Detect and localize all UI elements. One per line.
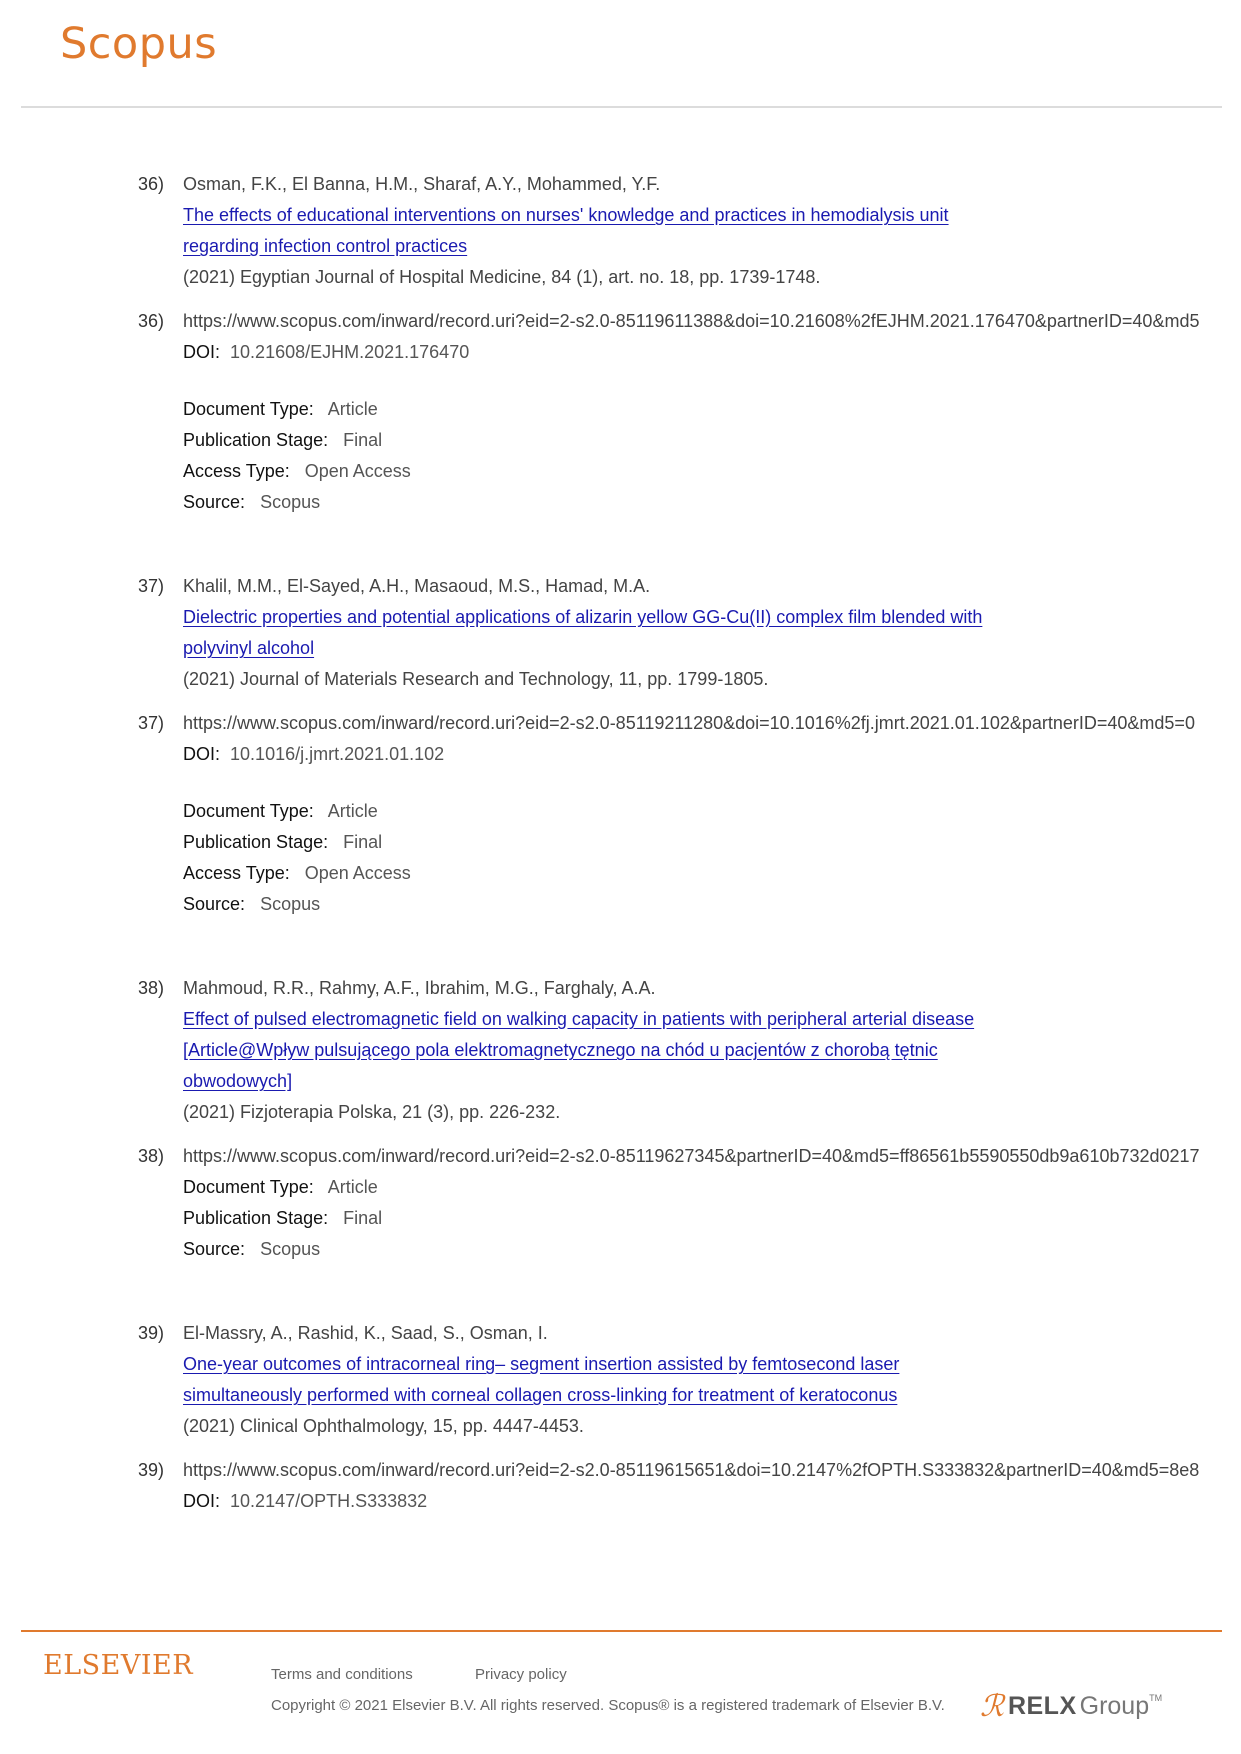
doi-label: DOI:	[183, 744, 221, 764]
entry-number: 39)	[138, 1323, 165, 1343]
meta-source: Source: Scopus	[183, 492, 321, 512]
elsevier-logo: ELSEVIER	[43, 1650, 194, 1681]
relx-logo-icon: ℛ	[980, 1688, 1004, 1724]
entry-venue: (2021) Journal of Materials Research and Technology, 11, pp. 1799-1805.	[183, 669, 769, 689]
trademark-symbol: TM	[1149, 1693, 1163, 1703]
meta-source: Source: Scopus	[183, 894, 321, 914]
entry-venue: (2021) Clinical Ophthalmology, 15, pp. 4447-4453.	[183, 1416, 584, 1436]
entry-title-link[interactable]: [Article@Wpływ pulsującego pola elektromagnetycznego na chód u pacjentów z chorobą tętnic	[183, 1040, 938, 1060]
meta-access-type: Access Type: Open Access	[183, 863, 411, 883]
meta-document-type: Document Type: Article	[183, 399, 378, 419]
entry-url[interactable]: https://www.scopus.com/inward/record.uri?eid=2-s2.0-85119611388&doi=10.21608%2fEJHM.2021.176470&partnerID=40&md5	[183, 311, 1200, 331]
relx-logo-group: Group	[1079, 1691, 1150, 1720]
doi-value: 10.2147/OPTH.S333832	[230, 1491, 428, 1511]
entry-venue: (2021) Fizjoterapia Polska, 21 (3), pp. 226-232.	[183, 1102, 561, 1122]
entry-authors: Khalil, M.M., El-Sayed, A.H., Masaoud, M.S., Hamad, M.A.	[183, 576, 651, 596]
meta-access-type: Access Type: Open Access	[183, 461, 411, 481]
footer-divider	[21, 1630, 1222, 1632]
entry-title-link[interactable]: obwodowych]	[183, 1071, 293, 1091]
entry-authors: Mahmoud, R.R., Rahmy, A.F., Ibrahim, M.G., Farghaly, A.A.	[183, 978, 656, 998]
header-logo: Scopus	[60, 19, 218, 69]
entry-title-link[interactable]: Dielectric properties and potential applications of alizarin yellow GG-Cu(II) complex film blended with	[183, 607, 983, 627]
meta-source: Source: Scopus	[183, 1239, 321, 1259]
entry-doi	[183, 1486, 427, 1516]
entry-doi	[183, 739, 444, 769]
entry-url-number: 38)	[138, 1146, 165, 1166]
meta-publication-stage: Publication Stage: Final	[183, 430, 383, 450]
entry-url-number: 37)	[138, 713, 165, 733]
entry-title-link[interactable]: regarding infection control practices	[183, 236, 468, 256]
meta-publication-stage: Publication Stage: Final	[183, 1208, 383, 1228]
meta-publication-stage: Publication Stage: Final	[183, 832, 383, 852]
header-divider	[21, 106, 1222, 108]
entry-title-link[interactable]: One-year outcomes of intracorneal ring– segment insertion assisted by femtosecond laser	[183, 1354, 900, 1374]
doi-label: DOI:	[183, 1491, 221, 1511]
entry-title-link[interactable]: The effects of educational interventions on nurses' knowledge and practices in hemodialysis unit	[183, 205, 949, 225]
meta-document-type: Document Type: Article	[183, 801, 378, 821]
relx-logo-text: RELX	[1007, 1691, 1077, 1720]
entry-title-link[interactable]: simultaneously performed with corneal collagen cross-linking for treatment of keratoconus	[183, 1385, 898, 1405]
entry-url[interactable]: https://www.scopus.com/inward/record.uri?eid=2-s2.0-85119615651&doi=10.2147%2fOPTH.S333832&partnerID=40&md5=8e8	[183, 1460, 1200, 1480]
entry-title-link[interactable]: polyvinyl alcohol	[183, 638, 315, 658]
entry-url-number: 39)	[138, 1460, 165, 1480]
entry-url[interactable]: https://www.scopus.com/inward/record.uri?eid=2-s2.0-85119627345&partnerID=40&md5=ff86561b5590550db9a610b732d0217	[183, 1146, 1200, 1166]
terms-and-conditions-link[interactable]: Terms and conditions	[271, 1666, 413, 1683]
entry-authors: Osman, F.K., El Banna, H.M., Sharaf, A.Y., Mohammed, Y.F.	[183, 174, 661, 194]
relx-group-logo	[980, 1690, 1162, 1722]
entry-number: 38)	[138, 978, 165, 998]
entry-number: 36)	[138, 174, 165, 194]
privacy-policy-link[interactable]: Privacy policy	[475, 1666, 567, 1683]
entry-authors: El-Massry, A., Rashid, K., Saad, S., Osman, I.	[183, 1323, 548, 1343]
copyright-text: Copyright © 2021 Elsevier B.V. All rights reserved. Scopus® is a registered trademark of Elsevier B.V.	[271, 1697, 945, 1714]
doi-value: 10.21608/EJHM.2021.176470	[230, 342, 470, 362]
doi-value: 10.1016/j.jmrt.2021.01.102	[230, 744, 445, 764]
meta-document-type: Document Type: Article	[183, 1177, 378, 1197]
entry-number: 37)	[138, 576, 165, 596]
doi-label: DOI:	[183, 342, 221, 362]
entry-venue: (2021) Egyptian Journal of Hospital Medicine, 84 (1), art. no. 18, pp. 1739-1748.	[183, 267, 821, 287]
entry-url[interactable]: https://www.scopus.com/inward/record.uri?eid=2-s2.0-85119211280&doi=10.1016%2fj.jmrt.2021.01.102&partnerID=40&md5=0	[183, 713, 1195, 733]
entry-title-link[interactable]: Effect of pulsed electromagnetic field on walking capacity in patients with peripheral arterial disease	[183, 1009, 975, 1029]
entry-doi	[183, 337, 469, 367]
entry-url-number: 36)	[138, 311, 165, 331]
